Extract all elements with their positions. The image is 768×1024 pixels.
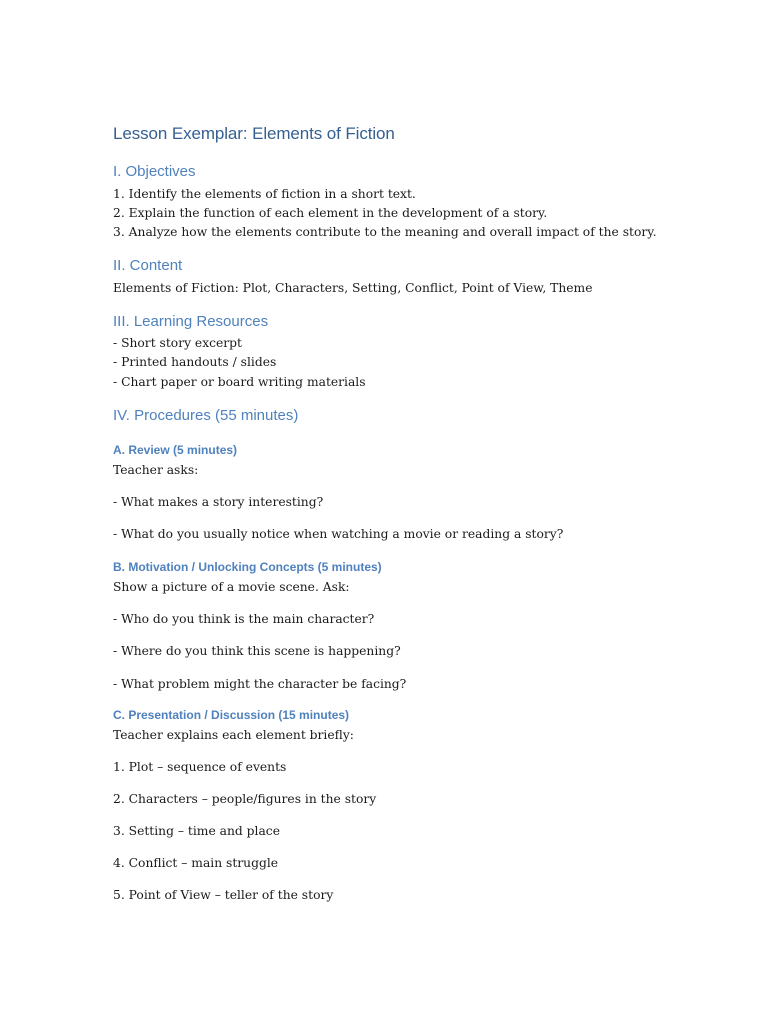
resources-heading: III. Learning Resources xyxy=(113,313,269,330)
content-heading: II. Content xyxy=(113,257,183,274)
document-title: Lesson Exemplar: Elements of Fiction xyxy=(113,124,395,143)
presentation-item: 2. Characters – people/figures in the story xyxy=(113,792,377,806)
objective-item: 3. Analyze how the elements contribute to the meaning and overall impact of the story. xyxy=(113,225,657,239)
objective-item: 1. Identify the elements of fiction in a short text. xyxy=(113,187,416,201)
resource-item: - Printed handouts / slides xyxy=(113,355,277,369)
motivation-question: - What problem might the character be facing? xyxy=(113,677,407,691)
presentation-item: 3. Setting – time and place xyxy=(113,824,280,838)
review-question: - What makes a story interesting? xyxy=(113,495,324,509)
presentation-item: 5. Point of View – teller of the story xyxy=(113,888,334,902)
motivation-heading: B. Motivation / Unlocking Concepts (5 minutes) xyxy=(113,560,382,574)
resource-item: - Short story excerpt xyxy=(113,336,242,350)
presentation-intro: Teacher explains each element briefly: xyxy=(113,728,354,742)
review-intro: Teacher asks: xyxy=(113,463,199,477)
motivation-intro: Show a picture of a movie scene. Ask: xyxy=(113,580,350,594)
motivation-question: - Who do you think is the main character? xyxy=(113,612,375,626)
presentation-item: 4. Conflict – main struggle xyxy=(113,856,279,870)
procedures-heading: IV. Procedures (55 minutes) xyxy=(113,407,299,424)
objective-item: 2. Explain the function of each element in the development of a story. xyxy=(113,206,548,220)
motivation-question: - Where do you think this scene is happening? xyxy=(113,644,401,658)
presentation-item: 1. Plot – sequence of events xyxy=(113,760,287,774)
content-text: Elements of Fiction: Plot, Characters, Setting, Conflict, Point of View, Theme xyxy=(113,281,593,295)
objectives-heading: I. Objectives xyxy=(113,163,196,180)
review-question: - What do you usually notice when watching a movie or reading a story? xyxy=(113,527,564,541)
review-heading: A. Review (5 minutes) xyxy=(113,443,238,457)
resource-item: - Chart paper or board writing materials xyxy=(113,375,366,389)
presentation-heading: C. Presentation / Discussion (15 minutes) xyxy=(113,708,350,722)
